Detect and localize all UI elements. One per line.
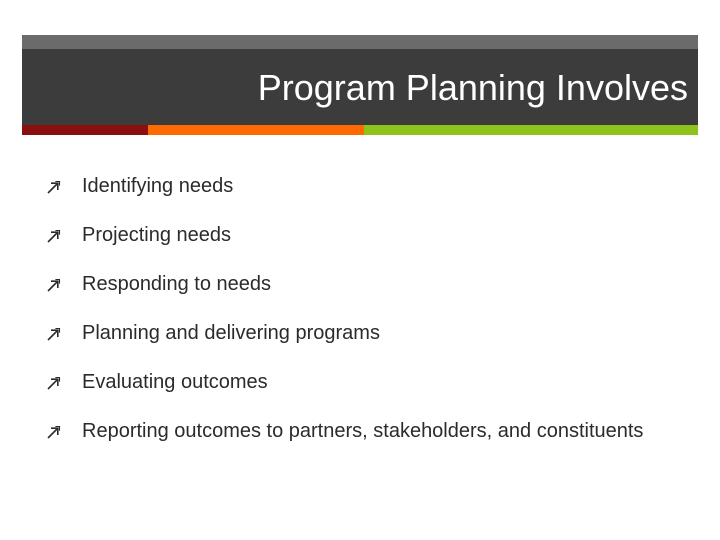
bullet-item — [45, 368, 645, 397]
bullet-text: Reporting outcomes to partners, stakeholders, and constituents — [82, 420, 644, 442]
bullet-text: Responding to needs — [82, 273, 272, 295]
bullet-item — [45, 172, 645, 201]
title-top-bar — [22, 35, 698, 49]
bullet-item — [45, 270, 645, 299]
arrow-up-right-icon — [45, 278, 61, 294]
bullet-text: Projecting needs — [82, 224, 231, 246]
arrow-up-right-icon — [45, 229, 61, 245]
arrow-up-right-icon — [45, 180, 61, 196]
accent-segment-orange — [148, 125, 364, 135]
bullet-text: Planning and delivering programs — [82, 322, 380, 344]
bullet-list — [45, 172, 645, 466]
accent-segment-red — [22, 125, 148, 135]
accent-segment-green — [364, 125, 698, 135]
bullet-text: Identifying needs — [82, 175, 234, 197]
accent-bar — [22, 125, 698, 135]
title-band — [22, 49, 698, 125]
arrow-up-right-icon — [45, 376, 61, 392]
bullet-item — [45, 417, 645, 446]
bullet-item — [45, 319, 645, 348]
arrow-up-right-icon — [45, 327, 61, 343]
arrow-up-right-icon — [45, 425, 61, 441]
slide-title: Program Planning Involves — [257, 67, 688, 108]
bullet-item — [45, 221, 645, 250]
bullet-text: Evaluating outcomes — [82, 371, 268, 393]
